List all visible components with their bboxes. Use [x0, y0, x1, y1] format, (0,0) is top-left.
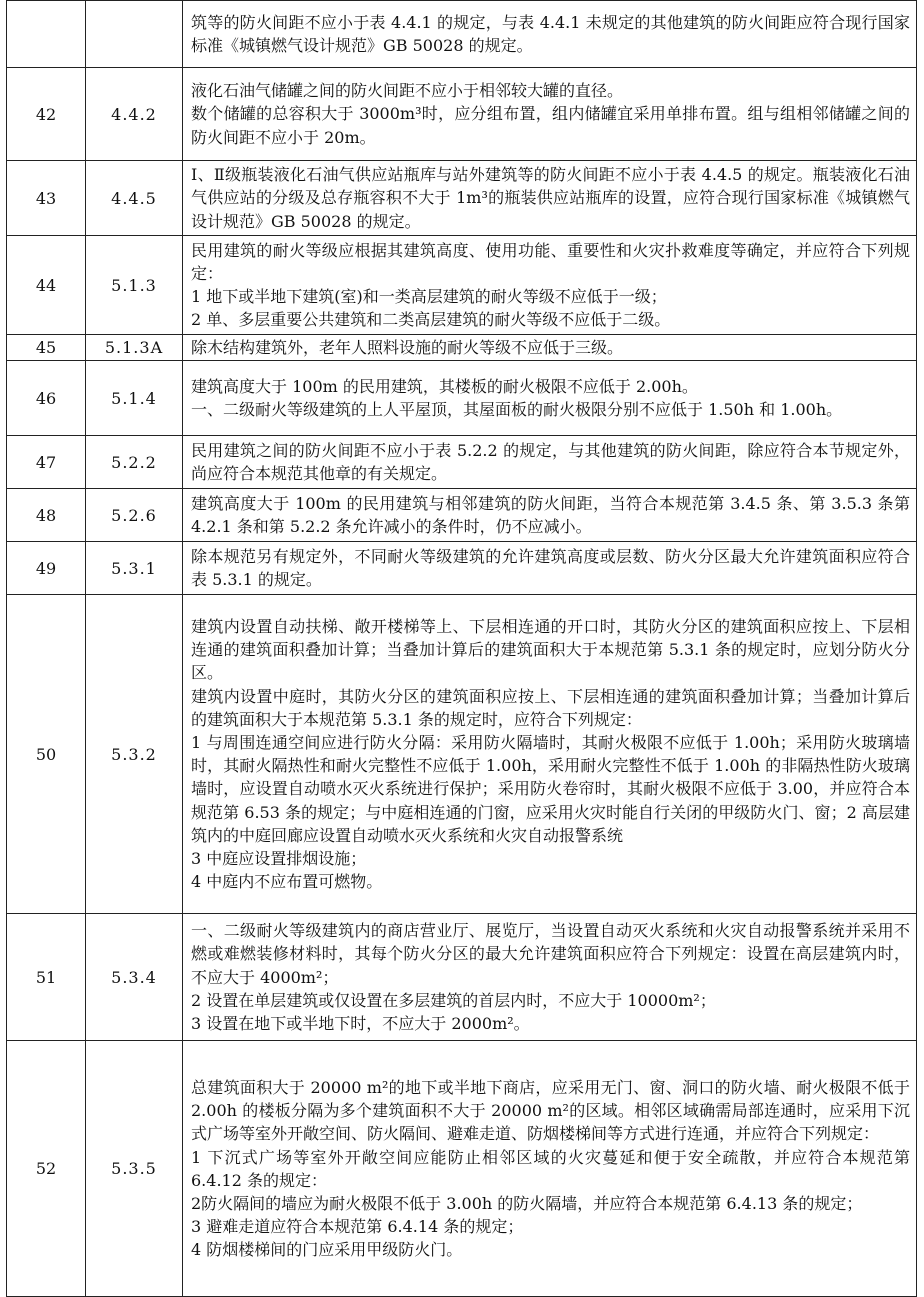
row-number: 47: [7, 436, 86, 489]
clause-line: 2 设置在单层建筑或仅设置在多层建筑的首层内时，不应大于 10000m²；: [191, 990, 716, 1010]
clause-line: 1 下沉式广场等室外开敞空间应能防止相邻区域的火灾蔓延和便于安全疏散，并应符合本规范第 6.4.12 条的规定：: [191, 1147, 910, 1190]
clause-content: [183, 68, 917, 161]
clause-content: [183, 1, 917, 68]
regulation-table-body: [7, 1, 917, 1297]
clause-line: 2 单、多层重要公共建筑和二类高层建筑的耐火等级不应低于二级。: [191, 310, 671, 330]
table-row: [7, 489, 917, 542]
clause-line: 3 避难走道应符合本规范第 6.4.14 条的规定；: [191, 1217, 524, 1237]
clause-content: [183, 436, 917, 489]
clause-code: 5.3.2: [86, 595, 183, 914]
row-number: 52: [7, 1041, 86, 1297]
clause-line: 建筑内设置中庭时，其防火分区的建筑面积应按上、下层相连通的建筑面积叠加计算；当叠加计算后的建筑面积大于本规范第 5.3.1 条的规定时，应符合下列规定：: [191, 686, 910, 729]
row-number: 44: [7, 236, 86, 335]
clause-line: 建筑高度大于 100m 的民用建筑，其楼板的耐火极限不应低于 2.00h。: [191, 377, 698, 396]
clause-code: [86, 1, 183, 68]
clause-content: [183, 1041, 917, 1297]
table-row: [7, 68, 917, 161]
row-number: 49: [7, 542, 86, 595]
clause-code: 5.1.4: [86, 361, 183, 436]
row-number: 48: [7, 489, 86, 542]
row-number: 46: [7, 361, 86, 436]
regulation-table: [6, 0, 917, 1297]
clause-line: 除本规范另有规定外，不同耐火等级建筑的允许建筑高度或层数、防火分区最大允许建筑面积应符合表 5.3.1 的规定。: [191, 547, 910, 590]
row-number: 50: [7, 595, 86, 914]
clause-code: 5.1.3A: [86, 335, 183, 361]
clause-code: 4.4.5: [86, 161, 183, 236]
clause-content: [183, 236, 917, 335]
table-row: [7, 1041, 917, 1297]
clause-content: [183, 542, 917, 595]
clause-code: 5.3.4: [86, 914, 183, 1041]
clause-line: 1 与周围连通空间应进行防火分隔：采用防火隔墙时，其耐火极限不应低于 1.00h；采用防火玻璃墙时，其耐火隔热性和耐火完整性不应低于 1.00h，采用耐火完整性不低于 1.00h 的非隔热性防火玻璃墙时，应设置自动喷水灭火系统进行保护；采用防火卷帘时，其耐火极限不应低于 3.00，并应符合本规范第 6.53 条的规定；与中庭相连通的门窗，应采用火灾时能自行关闭的甲级防火门、窗；2 高层建筑内的中庭回廊应设置自动喷水灭火系统和火灾自动报警系统: [191, 733, 910, 845]
row-number: 43: [7, 161, 86, 236]
clause-line: 建筑高度大于 100m 的民用建筑与相邻建筑的防火间距，当符合本规范第 3.4.5 条、第 3.5.3 条第 4.2.1 条和第 5.2.2 条允许减小的条件时，仍不应减小。: [191, 494, 910, 537]
clause-content: [183, 914, 917, 1041]
clause-line: 液化石油气储罐之间的防火间距不应小于相邻较大罐的直径。: [191, 81, 624, 101]
table-row: [7, 361, 917, 436]
row-number: 42: [7, 68, 86, 161]
clause-code: 5.2.2: [86, 436, 183, 489]
clause-line: 3 中庭应设置排烟设施；: [191, 849, 367, 869]
table-row: [7, 914, 917, 1041]
clause-content: [183, 361, 917, 436]
clause-content: [183, 335, 917, 361]
clause-line: 3 设置在地下或半地下时，不应大于 2000m²。: [191, 1014, 530, 1033]
clause-content: [183, 489, 917, 542]
clause-line: 除木结构建筑外，老年人照料设施的耐火等级不应低于三级。: [191, 338, 624, 357]
clause-line: 民用建筑的耐火等级应根据其建筑高度、使用功能、重要性和火灾扑救难度等确定，并应符合下列规定：: [191, 240, 910, 283]
table-row: [7, 236, 917, 335]
clause-line: 1 地下或半地下建筑(室)和一类高层建筑的耐火等级不应低于一级；: [191, 287, 667, 306]
row-number: 51: [7, 914, 86, 1041]
table-row: [7, 436, 917, 489]
clause-line: 数个储罐的总容积大于 3000m³时，应分组布置，组内储罐宜采用单排布置。组与组相邻储罐之间的防火间距不应小于 20m。: [191, 104, 910, 147]
table-row: [7, 542, 917, 595]
clause-line: 4 中庭内不应布置可燃物。: [191, 872, 383, 892]
table-row: [7, 595, 917, 914]
table-row: [7, 335, 917, 361]
clause-line: 筑等的防火间距不应小于表 4.4.1 的规定，与表 4.4.1 未规定的其他建筑的防火间距应符合现行国家标准《城镇燃气设计规范》GB 50028 的规定。: [191, 12, 910, 55]
clause-content: [183, 595, 917, 914]
clause-line: 2防火隔间的墙应为耐火极限不低于 3.00h 的防火隔墙，并应符合本规范第 6.4.13 条的规定；: [191, 1193, 863, 1213]
clause-line: 4 防烟楼梯间的门应采用甲级防火门。: [191, 1240, 463, 1260]
clause-code: 4.4.2: [86, 68, 183, 161]
clause-code: 5.3.1: [86, 542, 183, 595]
clause-code: 5.3.5: [86, 1041, 183, 1297]
clause-line: 一、二级耐火等级建筑内的商店营业厅、展览厅，当设置自动灭火系统和火灾自动报警系统并采用不燃或难燃装修材料时，其每个防火分区的最大允许建筑面积应符合下列规定：设置在高层建筑内时，不应大于 4000m²；: [191, 921, 910, 987]
clause-content: [183, 161, 917, 236]
row-number: 45: [7, 335, 86, 361]
row-number: [7, 1, 86, 68]
table-row: [7, 161, 917, 236]
clause-code: 5.1.3: [86, 236, 183, 335]
table-row: [7, 1, 917, 68]
clause-line: 总建筑面积大于 20000 m²的地下或半地下商店，应采用无门、窗、洞口的防火墙、耐火极限不低于 2.00h 的楼板分隔为多个建筑面积不大于 20000 m²的区域。相邻区域确需局部连通时，应采用下沉式广场等室外开敞空间、防火隔间、避难走道、防烟楼梯间等方式进行连通，并应符合下列规定：: [191, 1077, 910, 1144]
clause-line: Ⅰ、Ⅱ级瓶装液化石油气供应站瓶库与站外建筑等的防火间距不应小于表 4.4.5 的规定。瓶装液化石油气供应站的分级及总存瓶容积不大于 1m³的瓶装供应站瓶库的设置，应符合现行国家标准《城镇燃气设计规范》GB 50028 的规定。: [191, 165, 910, 231]
clause-line: 民用建筑之间的防火间距不应小于表 5.2.2 的规定，与其他建筑的防火间距，除应符合本节规定外，尚应符合本规范其他章的有关规定。: [191, 441, 910, 484]
clause-line: 建筑内设置自动扶梯、敞开楼梯等上、下层相连通的开口时，其防火分区的建筑面积应按上、下层相连通的建筑面积叠加计算；当叠加计算后的建筑面积大于本规范第 5.3.1 条的规定时，应划分防火分区。: [191, 616, 910, 683]
clause-line: 一、二级耐火等级建筑的上人平屋顶，其屋面板的耐火极限分别不应低于 1.50h 和 1.00h。: [191, 400, 843, 420]
clause-code: 5.2.6: [86, 489, 183, 542]
